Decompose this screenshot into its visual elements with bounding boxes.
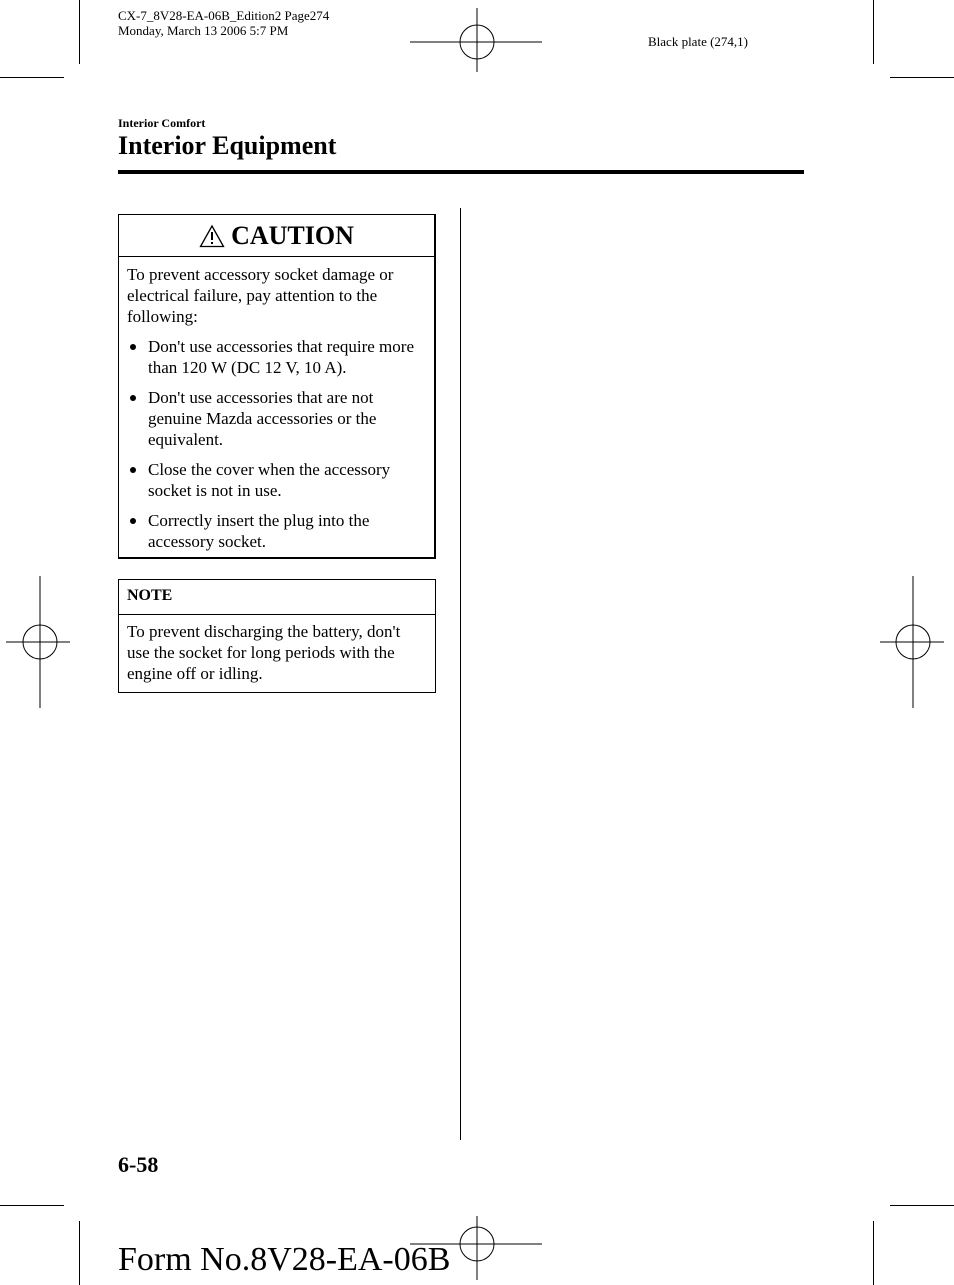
caution-box (118, 214, 436, 559)
registration-mark-icon (880, 576, 944, 708)
registration-mark-icon (410, 8, 542, 72)
list-item: Correctly insert the plug into the accessory socket. (127, 510, 426, 552)
crop-mark (890, 77, 954, 78)
caution-heading (119, 215, 434, 257)
plate-label: Black plate (274,1) (648, 34, 748, 49)
note-heading: NOTE (119, 580, 435, 615)
section-label: Interior Comfort (118, 116, 206, 130)
crop-mark (873, 1221, 874, 1285)
list-item: Don't use accessories that require more than 120 W (DC 12 V, 10 A). (127, 336, 426, 378)
registration-mark-icon (6, 576, 70, 708)
crop-mark (0, 77, 64, 78)
print-header-date: Monday, March 13 2006 5:7 PM (118, 23, 289, 38)
crop-mark (0, 1205, 64, 1206)
caution-title: CAUTION (231, 220, 354, 250)
note-body: To prevent discharging the battery, don't use the socket for long periods with the engine off or idling. (127, 622, 401, 683)
crop-mark (873, 0, 874, 64)
caution-intro: To prevent accessory socket damage or electrical failure, pay attention to the following: (127, 265, 394, 326)
caution-list (127, 336, 426, 552)
form-number: Form No.8V28-EA-06B (118, 1241, 451, 1278)
list-item: Don't use accessories that are not genuine Mazda accessories or the equivalent. (127, 387, 426, 450)
page-number: 6-58 (118, 1152, 159, 1177)
list-item: Close the cover when the accessory socket is not in use. (127, 459, 426, 501)
crop-mark (79, 1221, 80, 1285)
column-divider (460, 208, 461, 1140)
page-title: Interior Equipment (118, 131, 337, 160)
warning-triangle-icon (199, 224, 225, 248)
crop-mark (890, 1205, 954, 1206)
note-box (118, 579, 436, 693)
caution-body (119, 257, 434, 552)
crop-mark (79, 0, 80, 64)
print-header-file: CX-7_8V28-EA-06B_Edition2 Page274 (118, 8, 330, 23)
print-header (118, 8, 329, 38)
title-rule (118, 170, 804, 174)
